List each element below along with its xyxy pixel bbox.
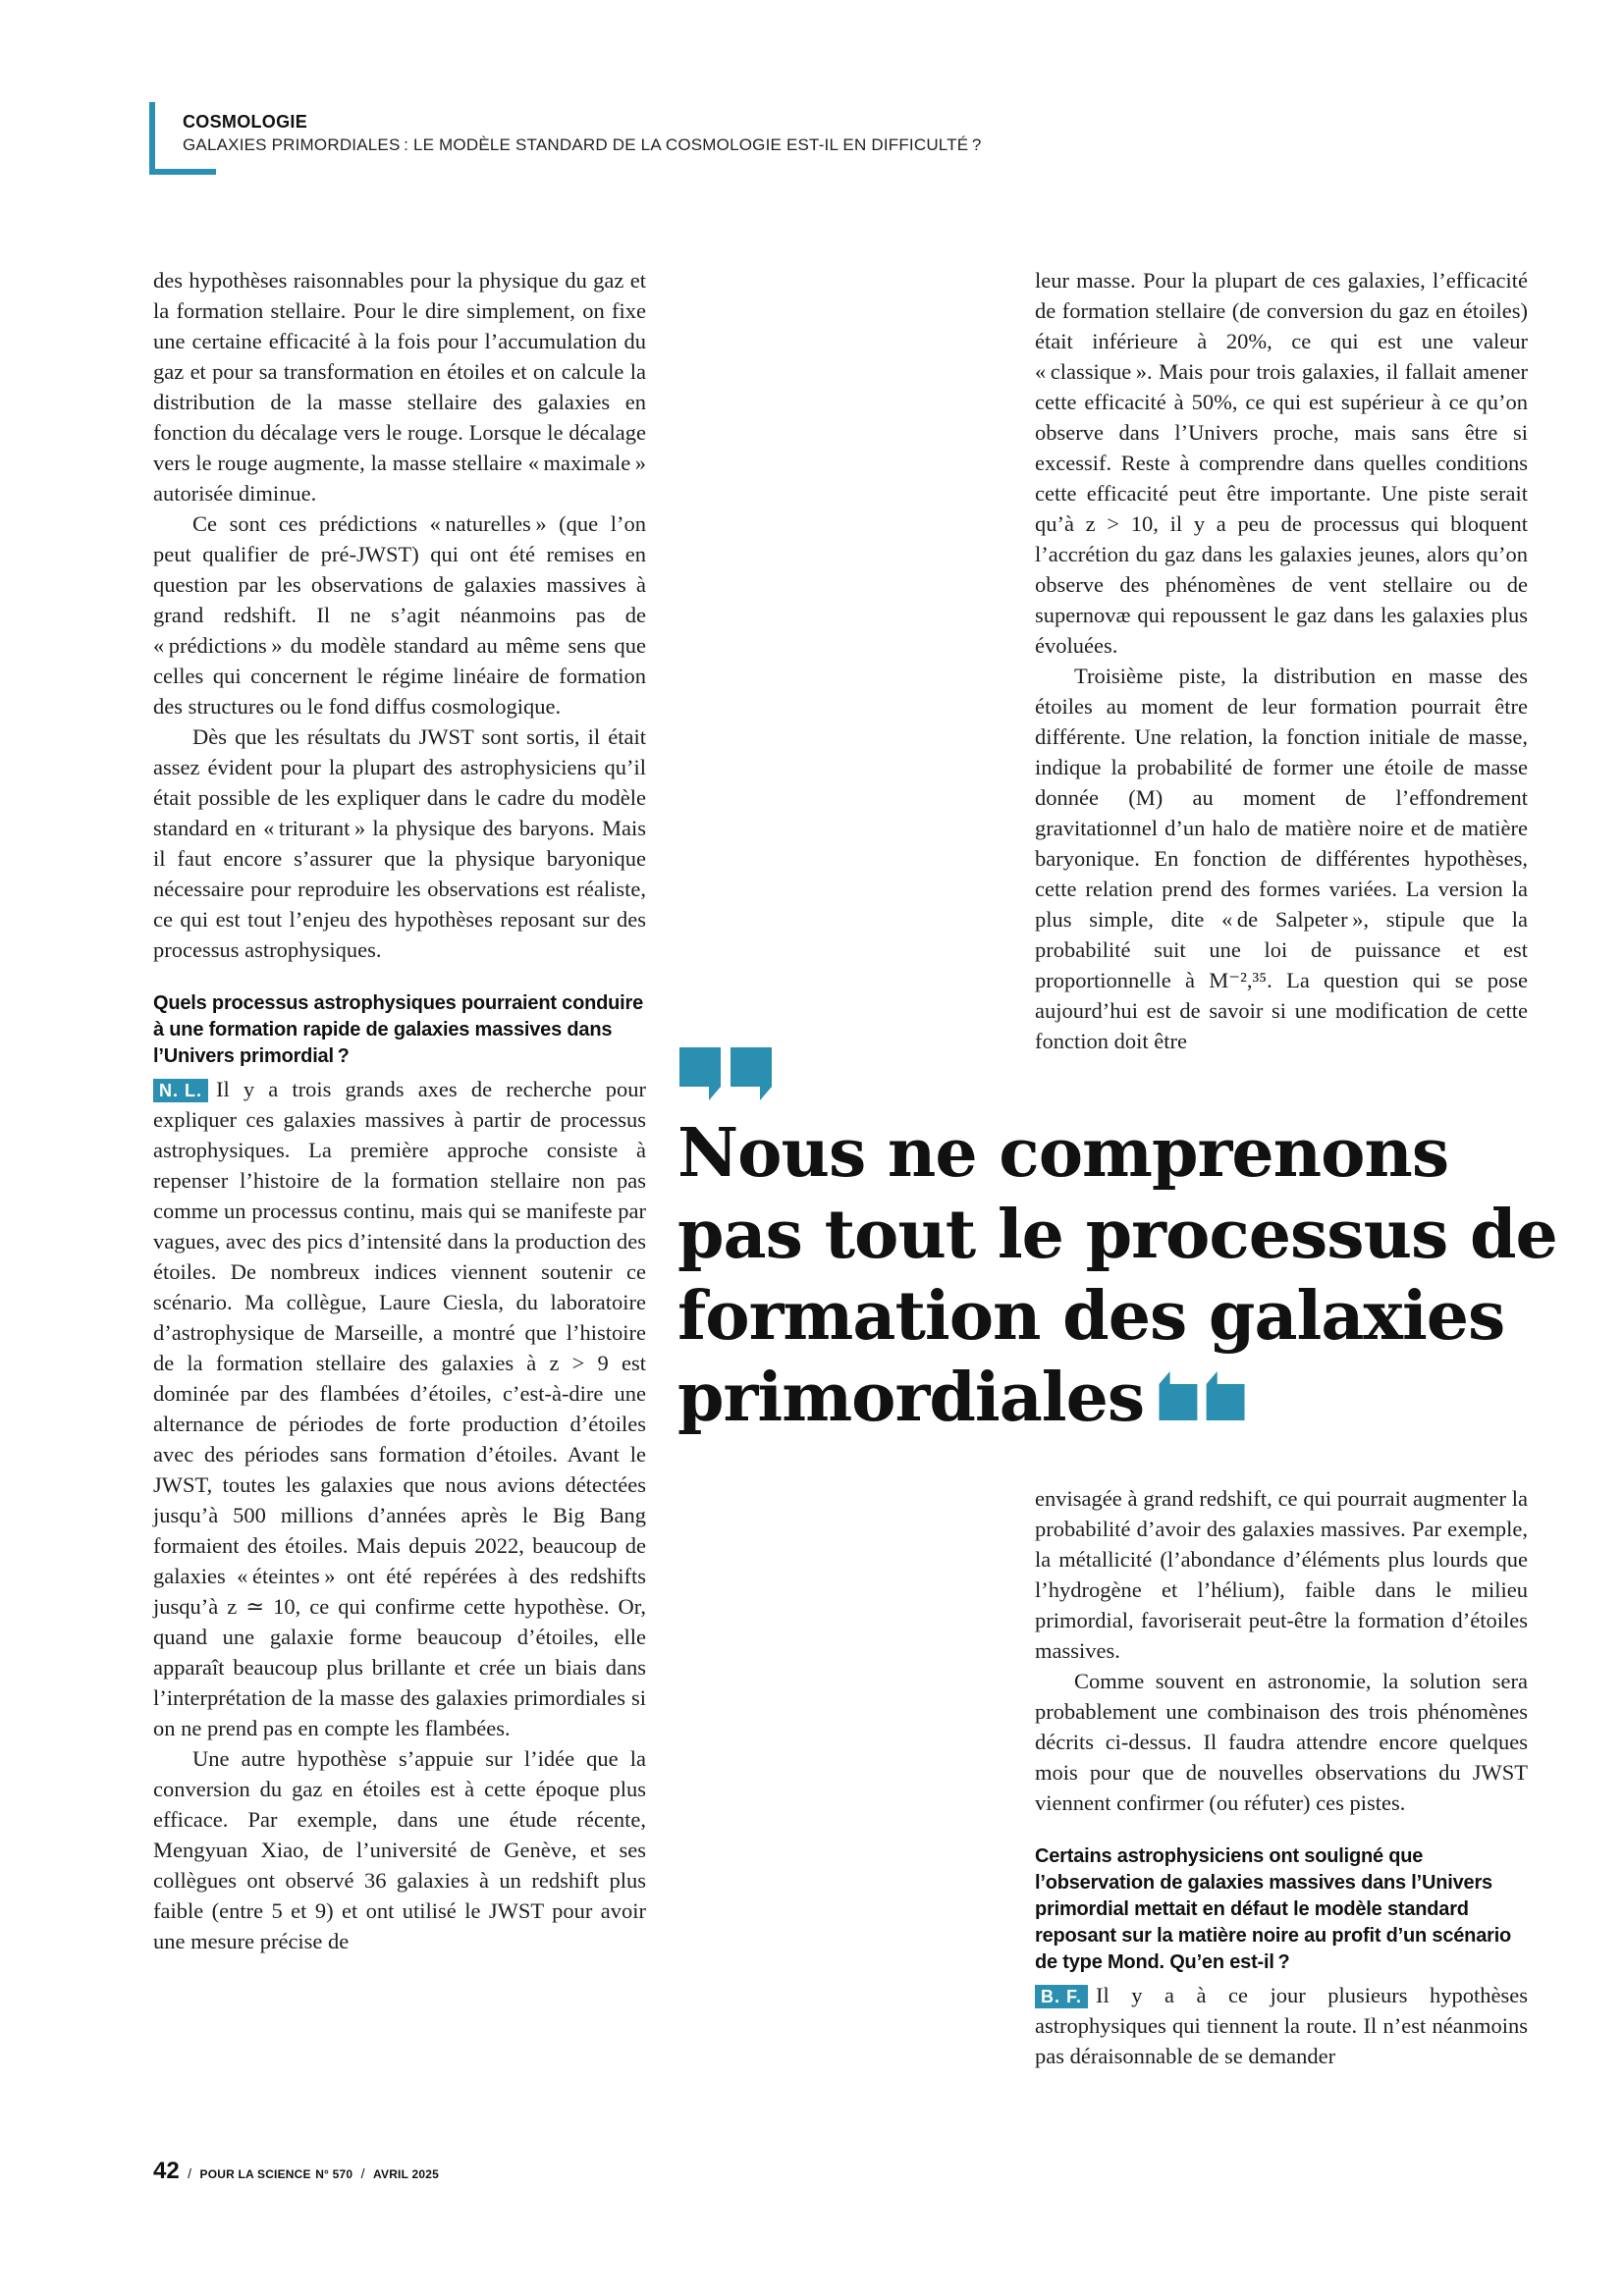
pull-quote (677, 1113, 1561, 1439)
body-paragraph: des hypothèses raisonnables pour la physique du gaz et la formation stellaire. Pour le dire simplement, on fixe une certaine efficacité à la fois pour l’accumulation du gaz et pour sa transformation en étoiles et on calcule la distribution de la masse stellaire des galaxies en fonction du décalage vers le rouge. Lorsque le décalage vers le rouge augmente, la masse stellaire « maximale » autorisée diminue. (153, 268, 646, 506)
answer-text: Il y a à ce jour plusieurs hypothèses astrophysiques qui tiennent la route. Il n’est néanmoins pas déraisonnable de se demander (1035, 1983, 1528, 2068)
body-paragraph: Comme souvent en astronomie, la solution sera probablement une combinaison des trois phénomènes décrits ci-dessus. Il faudra attendre encore quelques mois pour que de nouvelles observations du JWST viennent confirmer (ou réfuter) ces pistes. (1035, 1669, 1528, 1815)
left-column (153, 265, 646, 1956)
body-paragraph: envisagée à grand redshift, ce qui pourrait augmenter la probabilité d’avoir des galaxies massives. Par exemple, la métallicité (l’abondance d’éléments plus lourds que l’hydrogène et l’hélium), faible dans le milieu primordial, favoriserait peut-être la formation d’étoiles massives. (1035, 1486, 1528, 1663)
header-accent-foot (149, 169, 216, 175)
pull-quote-text: Nous ne comprenons pas tout le processus de formation des galaxies primordiales (677, 1114, 1557, 1437)
speaker-badge: B. F. (1035, 1985, 1088, 2008)
section-label: COSMOLOGIE (183, 112, 308, 132)
magazine-name: POUR LA SCIENCE (199, 2167, 311, 2181)
body-paragraph: Troisième piste, la distribution en masse des étoiles au moment de leur formation pourrait être différente. Une relation, la fonction initiale de masse, indique la probabilité de former une étoile de masse donnée (M) au moment de l’effondrement gravitationnel d’un halo de matière noire et de matière baryonique. En fonction de différentes hypothèses, cette relation prend des formes variées. La version la plus simple, dite « de Salpeter », stipule que la probabilité suit une loi de puissance et est proportionnelle à M⁻²,³⁵. La question qui se pose aujourd’hui est de savoir si une modification de cette fonction doit être (1035, 664, 1528, 1053)
footer-separator: / (188, 2165, 192, 2181)
header-accent-bar (149, 102, 155, 175)
answer-text: Il y a trois grands axes de recherche pour expliquer ces galaxies massives à partir de processus astrophysiques. La première approche consiste à repenser l’histoire de la formation stellaire non pas comme un processus continu, mais qui se manifeste par vagues, avec des pics d’intensité dans la production des étoiles. De nombreux indices viennent soutenir ce scénario. Ma collègue, Laure Ciesla, du laboratoire d’astrophysique de Marseille, a montré que l’histoire de la formation stellaire des galaxies à z > 9 est dominée par des flambées d’étoiles, c’est-à-dire une alternance de périodes de forte production d’étoiles avec des périodes sans formation d’étoiles. Avant le JWST, toutes les galaxies que nous avions détectées jusqu’à 500 millions d’années après le Big Bang formaient des étoiles. Mais depuis 2022, beaucoup de galaxies « éteintes » ont été repérées à des redshifts jusqu’à z ≃ 10, ce qui confirme cette hypothèse. Or, quand une galaxie forme beaucoup d’étoiles, elle apparaît beaucoup plus brillante et crée un biais dans l’interprétation de la masse des galaxies primordiales si on ne prend pas en compte les flambées. (153, 1077, 646, 1740)
page-number: 42 (153, 2158, 180, 2184)
answer-paragraph (153, 1074, 646, 1743)
interview-question: Quels processus astrophysiques pourraient conduire à une formation rapide de galaxies massives dans l’Univers primordial ? (153, 992, 644, 1067)
speaker-badge: N. L. (153, 1079, 208, 1102)
answer-paragraph (1035, 1980, 1528, 2071)
close-quote-icon (1156, 1371, 1248, 1420)
footer-separator: / (360, 2165, 365, 2181)
body-paragraph: Dès que les résultats du JWST sont sortis, il était assez évident pour la plupart des astrophysiciens qu’il était possible de les expliquer dans le cadre du modèle standard en « triturant » la physique des baryons. Mais il faut encore s’assurer que la physique baryonique nécessaire pour reproduire les observations est réaliste, ce qui est tout l’enjeu des hypothèses reposant sur des processus astrophysiques. (153, 724, 646, 962)
open-quote-icon (679, 1047, 772, 1100)
body-paragraph: Ce sont ces prédictions « naturelles » (que l’on peut qualifier de pré-JWST) qui ont été remises en question par les observations de galaxies massives à grand redshift. Il ne s’agit néanmoins pas de « prédictions » du modèle standard au même sens que celles qui concernent le régime linéaire de formation des structures ou le fond diffus cosmologique. (153, 511, 646, 719)
right-column-bottom (1035, 1483, 1528, 2071)
issue-date: AVRIL 2025 (373, 2167, 439, 2181)
body-paragraph: Une autre hypothèse s’appuie sur l’idée que la conversion du gaz en étoiles est à cette époque plus efficace. Par exemple, dans une étude récente, Mengyuan Xiao, de l’université de Genève, et ses collègues ont observé 36 galaxies à un redshift plus faible (entre 5 et 9) et ont utilisé le JWST pour avoir une mesure précise de (153, 1746, 646, 1953)
interview-question: Certains astrophysiciens ont souligné que l’observation de galaxies massives dans l’Univers primordial mettait en défaut le modèle standard reposant sur la matière noire au profit d’un scénario de type Mond. Qu’en est-il ? (1035, 1845, 1512, 1973)
page-footer (153, 2158, 439, 2185)
running-title: GALAXIES PRIMORDIALES : LE MODÈLE STANDARD DE LA COSMOLOGIE EST-IL EN DIFFICULTÉ ? (183, 135, 982, 154)
right-column-top (1035, 265, 1528, 1056)
body-paragraph: leur masse. Pour la plupart de ces galaxies, l’efficacité de formation stellaire (de conversion du gaz en étoiles) était inférieure à 20%, ce qui est une valeur « classique ». Mais pour trois galaxies, il fallait amener cette efficacité à 50%, ce qui est supérieur à ce qu’on observe dans l’Univers proche, mais sans être si excessif. Reste à comprendre dans quelles conditions cette efficacité peut être importante. Une piste serait qu’à z > 10, il y a peu de processus qui bloquent l’accrétion du gaz dans les galaxies jeunes, alors qu’on observe des phénomènes de vent stellaire ou de supernovæ qui repoussent le gaz dans les galaxies plus évoluées. (1035, 268, 1528, 658)
issue-number: N° 570 (315, 2167, 353, 2181)
